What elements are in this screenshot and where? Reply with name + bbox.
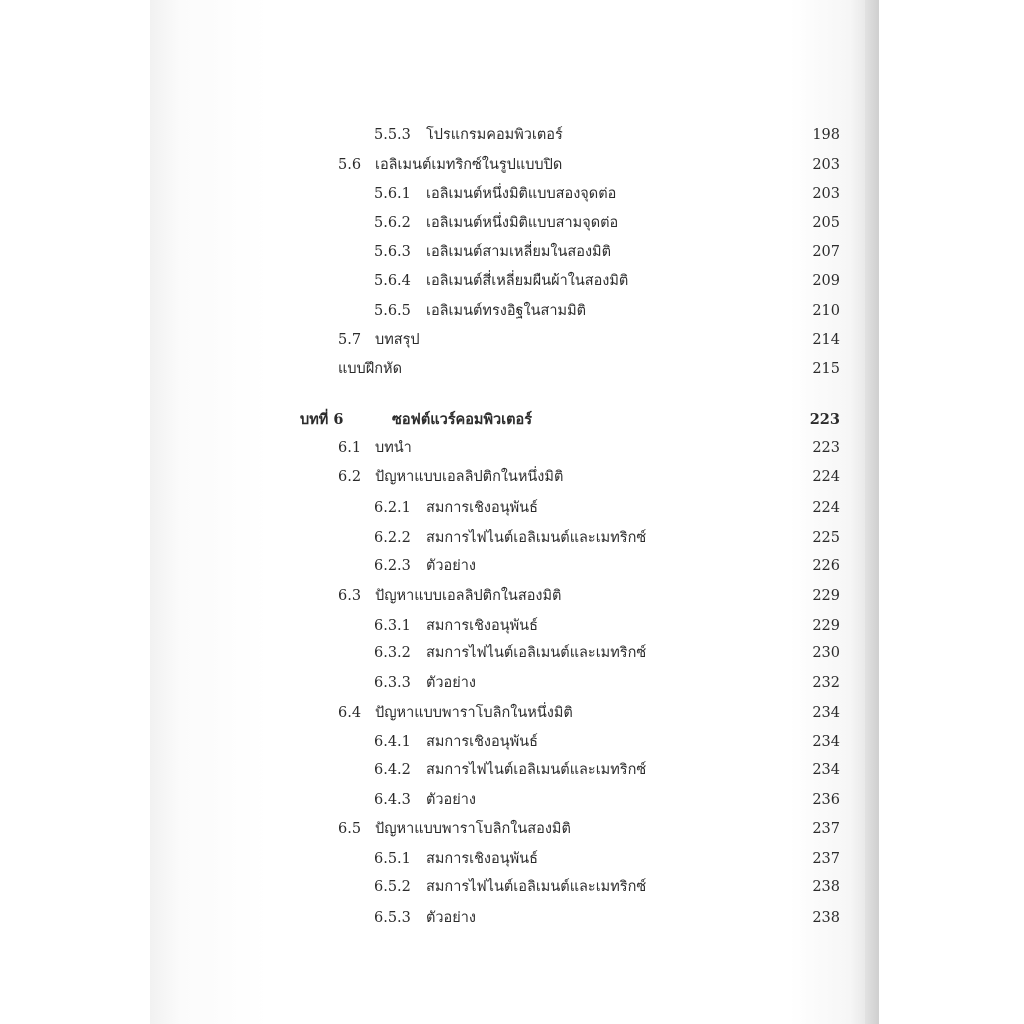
toc-entry-page-number: 210 <box>812 303 840 319</box>
toc-entry-page-number: 214 <box>812 332 840 348</box>
toc-entry-page-number: 224 <box>812 500 840 516</box>
toc-entry-title: ปัญหาแบบพาราโบลิกในสองมิติ <box>375 821 571 837</box>
toc-entry-title: ตัวอย่าง <box>426 910 476 926</box>
toc-entry-page-number: 205 <box>812 215 840 231</box>
toc-entry-title: สมการเชิงอนุพันธ์ <box>426 851 538 867</box>
toc-entry-page-number: 237 <box>812 821 840 837</box>
toc-entry-title: ปัญหาแบบเอลลิปติกในสองมิติ <box>375 588 562 604</box>
toc-entry-number: 6.2.3 <box>374 558 411 574</box>
toc-entry <box>0 329 1024 351</box>
toc-entry-title: ซอฟต์แวร์คอมพิวเตอร์ <box>392 411 533 428</box>
toc-entry-number: 6.3.2 <box>374 645 411 661</box>
toc-entry-number: 6.4.3 <box>374 792 411 808</box>
toc-entry-number: 5.6.2 <box>374 215 411 231</box>
toc-entry-number: 6.5 <box>338 821 362 837</box>
toc-entry-number: 6.3.3 <box>374 675 411 691</box>
toc-entry <box>0 848 1024 870</box>
toc-entry-title: ตัวอย่าง <box>426 792 476 808</box>
toc-entry-number: 5.6.4 <box>374 273 411 289</box>
toc-entry-number: 5.6.5 <box>374 303 411 319</box>
toc-entry-page-number: 215 <box>812 361 840 377</box>
toc-entry-page-number: 224 <box>812 469 840 485</box>
toc-entry-number: 5.5.3 <box>374 127 411 143</box>
toc-entry-title: ตัวอย่าง <box>426 675 476 691</box>
toc-entry <box>0 789 1024 811</box>
toc-entry-page-number: 198 <box>812 127 840 143</box>
toc-entry-page-number: 237 <box>812 851 840 867</box>
toc-entry-page-number: 234 <box>812 762 840 778</box>
toc-entry <box>0 731 1024 753</box>
toc-entry-title: เอลิเมนต์ทรงอิฐในสามมิติ <box>426 303 587 319</box>
toc-entry-number: บทที่ 6 <box>300 411 344 428</box>
toc-entry <box>0 759 1024 781</box>
toc-entry-page-number: 232 <box>812 675 840 691</box>
toc-entry-number: 6.4.1 <box>374 734 411 750</box>
toc-entry-title: สมการเชิงอนุพันธ์ <box>426 618 538 634</box>
toc-entry <box>0 270 1024 292</box>
toc-entry <box>0 466 1024 488</box>
toc-entry <box>0 241 1024 263</box>
toc-entry-title: เอลิเมนต์เมทริกซ์ในรูปแบบปิด <box>375 157 563 173</box>
toc-entry <box>0 585 1024 607</box>
toc-entry <box>0 497 1024 519</box>
toc-entry <box>0 907 1024 929</box>
toc-entry-title: ตัวอย่าง <box>426 558 476 574</box>
toc-entry <box>0 527 1024 549</box>
toc-entry <box>0 183 1024 205</box>
toc-entry-title: สมการเชิงอนุพันธ์ <box>426 500 538 516</box>
toc-entry-number: 6.3.1 <box>374 618 411 634</box>
toc-entry-number: 6.3 <box>338 588 362 604</box>
toc-entry-page-number: 234 <box>812 705 840 721</box>
toc-entry-page-number: 223 <box>809 411 840 428</box>
toc-entry <box>0 300 1024 322</box>
toc-entry <box>0 672 1024 694</box>
toc-entry-page-number: 226 <box>812 558 840 574</box>
toc-entry-title: สมการเชิงอนุพันธ์ <box>426 734 538 750</box>
toc-entry <box>0 212 1024 234</box>
toc-entry <box>0 818 1024 840</box>
toc-entry-title: สมการไฟไนต์เอลิเมนต์และเมทริกซ์ <box>426 645 647 661</box>
toc-entry-title: แบบฝึกหัด <box>338 361 403 377</box>
toc-entry-title: บทสรุป <box>375 332 420 348</box>
toc-entry-number: 5.6 <box>338 157 362 173</box>
toc-entry-page-number: 229 <box>812 618 840 634</box>
toc-entry <box>0 437 1024 459</box>
toc-entry-page-number: 236 <box>812 792 840 808</box>
toc-entry-page-number: 238 <box>812 910 840 926</box>
toc-entry-page-number: 207 <box>812 244 840 260</box>
toc-entry-title: สมการไฟไนต์เอลิเมนต์และเมทริกซ์ <box>426 530 647 546</box>
toc-entry <box>0 642 1024 664</box>
toc-entry-number: 6.2 <box>338 469 362 485</box>
toc-entry-page-number: 225 <box>812 530 840 546</box>
toc-entry-page-number: 203 <box>812 157 840 173</box>
toc-entry-page-number: 234 <box>812 734 840 750</box>
toc-entry-page-number: 229 <box>812 588 840 604</box>
toc-entry-number: 6.5.1 <box>374 851 411 867</box>
toc-entry-page-number: 223 <box>812 440 840 456</box>
toc-entry-number: 6.2.1 <box>374 500 411 516</box>
toc-chapter-row <box>0 409 1024 431</box>
toc-entry <box>0 154 1024 176</box>
toc-entry <box>0 555 1024 577</box>
toc-entry <box>0 615 1024 637</box>
toc-entry-number: 6.4 <box>338 705 362 721</box>
toc-entry-title: บทนำ <box>375 440 412 456</box>
toc-entry-number: 5.7 <box>338 332 362 348</box>
toc-entry-page-number: 203 <box>812 186 840 202</box>
toc-entry-title: ปัญหาแบบพาราโบลิกในหนึ่งมิติ <box>375 705 573 721</box>
toc-entry-page-number: 230 <box>812 645 840 661</box>
toc-entry <box>0 124 1024 146</box>
toc-entry-title: ปัญหาแบบเอลลิปติกในหนึ่งมิติ <box>375 469 564 485</box>
toc-entry-number: 6.1 <box>338 440 362 456</box>
toc-entry-title: เอลิเมนต์สามเหลี่ยมในสองมิติ <box>426 244 612 260</box>
toc-entry-title: เอลิเมนต์หนึ่งมิติแบบสามจุดต่อ <box>426 215 619 231</box>
toc-entry <box>0 876 1024 898</box>
toc-entry-number: 5.6.3 <box>374 244 411 260</box>
toc-entry-number: 6.4.2 <box>374 762 411 778</box>
toc-entry-number: 5.6.1 <box>374 186 411 202</box>
toc-entry <box>0 702 1024 724</box>
toc-entry-number: 6.2.2 <box>374 530 411 546</box>
toc-entry-page-number: 238 <box>812 879 840 895</box>
toc-entry <box>0 358 1024 380</box>
toc-entry-title: เอลิเมนต์สี่เหลี่ยมผืนผ้าในสองมิติ <box>426 273 629 289</box>
toc-entry-title: เอลิเมนต์หนึ่งมิติแบบสองจุดต่อ <box>426 186 617 202</box>
toc-entry-title: สมการไฟไนต์เอลิเมนต์และเมทริกซ์ <box>426 879 647 895</box>
toc-entry-title: สมการไฟไนต์เอลิเมนต์และเมทริกซ์ <box>426 762 647 778</box>
toc-entry-number: 6.5.2 <box>374 879 411 895</box>
toc-entry-title: โปรแกรมคอมพิวเตอร์ <box>426 127 563 143</box>
toc-entry-page-number: 209 <box>812 273 840 289</box>
toc-entry-number: 6.5.3 <box>374 910 411 926</box>
